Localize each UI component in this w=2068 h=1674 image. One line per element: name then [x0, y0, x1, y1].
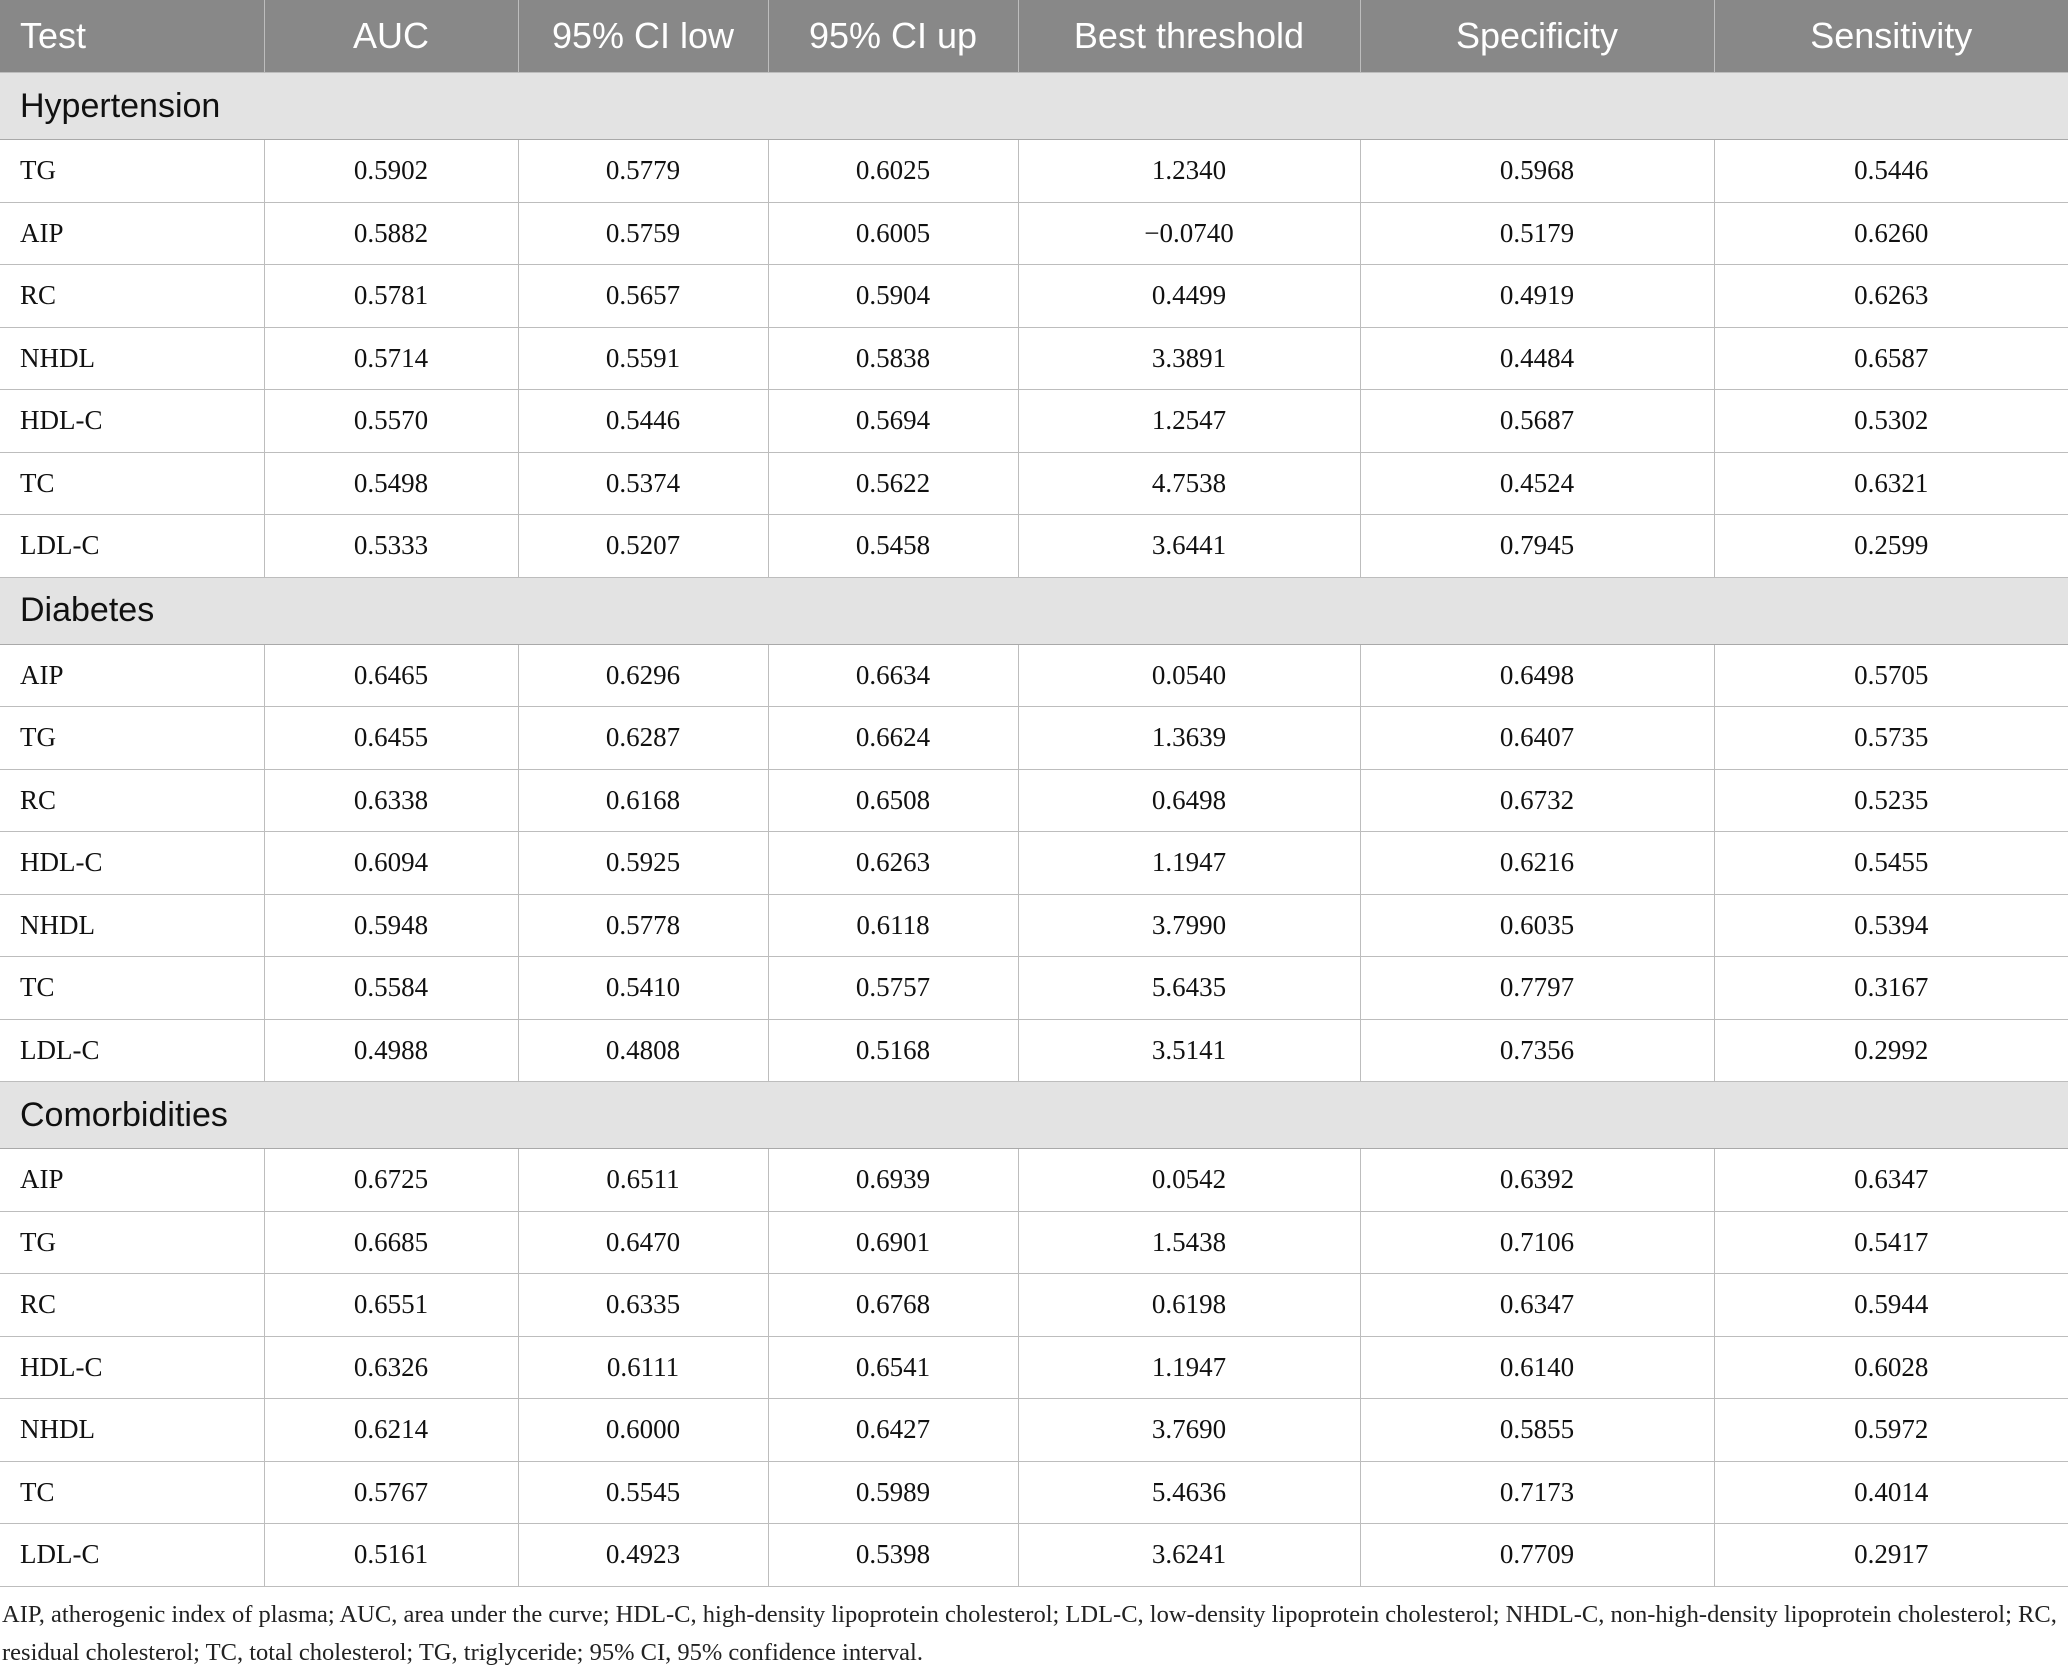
- cell-best-threshold: 0.6198: [1018, 1274, 1360, 1337]
- section-title: Diabetes: [0, 577, 2068, 644]
- cell-best-threshold: 0.6498: [1018, 769, 1360, 832]
- cell-best-threshold: 0.0542: [1018, 1149, 1360, 1212]
- header-ci-low: 95% CI low: [518, 0, 768, 73]
- cell-sensitivity: 0.5455: [1714, 832, 2068, 895]
- cell-ci-low: 0.6111: [518, 1336, 768, 1399]
- cell-sensitivity: 0.6587: [1714, 327, 2068, 390]
- cell-sensitivity: 0.5394: [1714, 894, 2068, 957]
- cell-best-threshold: 1.2547: [1018, 390, 1360, 453]
- cell-auc: 0.5948: [264, 894, 518, 957]
- cell-sensitivity: 0.6260: [1714, 202, 2068, 265]
- table-row: [0, 707, 2068, 770]
- cell-test: HDL-C: [0, 1336, 264, 1399]
- cell-best-threshold: 5.6435: [1018, 957, 1360, 1020]
- cell-specificity: 0.6498: [1360, 644, 1714, 707]
- cell-specificity: 0.6407: [1360, 707, 1714, 770]
- cell-ci-low: 0.5657: [518, 265, 768, 328]
- cell-test: AIP: [0, 202, 264, 265]
- cell-test: HDL-C: [0, 832, 264, 895]
- cell-specificity: 0.7709: [1360, 1524, 1714, 1587]
- cell-ci-low: 0.6287: [518, 707, 768, 770]
- cell-best-threshold: 3.7990: [1018, 894, 1360, 957]
- cell-test: TG: [0, 140, 264, 203]
- cell-specificity: 0.4919: [1360, 265, 1714, 328]
- cell-specificity: 0.5855: [1360, 1399, 1714, 1462]
- cell-auc: 0.4988: [264, 1019, 518, 1082]
- cell-specificity: 0.6140: [1360, 1336, 1714, 1399]
- section-title: Hypertension: [0, 73, 2068, 140]
- cell-specificity: 0.6732: [1360, 769, 1714, 832]
- table-footnote: AIP, atherogenic index of plasma; AUC, area under the curve; HDL-C, high-density lipoprotein cholesterol; LDL-C, low-density lipoprotein cholesterol; NHDL-C, non-high-density lipoprotein cholesterol; RC, residual cholesterol; TC, total cholesterol; TG, triglyceride; 95% CI, 95% confidence interval.: [2, 1601, 2057, 1666]
- cell-test: AIP: [0, 1149, 264, 1212]
- cell-test: NHDL: [0, 327, 264, 390]
- cell-ci-low: 0.5779: [518, 140, 768, 203]
- header-test: Test: [0, 0, 264, 73]
- cell-test: LDL-C: [0, 1019, 264, 1082]
- cell-test: TC: [0, 957, 264, 1020]
- cell-ci-up: 0.6624: [768, 707, 1018, 770]
- table-row: [0, 644, 2068, 707]
- section-title: Comorbidities: [0, 1082, 2068, 1149]
- cell-test: NHDL: [0, 894, 264, 957]
- cell-sensitivity: 0.6263: [1714, 265, 2068, 328]
- cell-ci-up: 0.5838: [768, 327, 1018, 390]
- table-row: [0, 515, 2068, 578]
- header-ci-up: 95% CI up: [768, 0, 1018, 73]
- cell-ci-up: 0.6005: [768, 202, 1018, 265]
- cell-ci-low: 0.5925: [518, 832, 768, 895]
- cell-best-threshold: 1.1947: [1018, 832, 1360, 895]
- cell-auc: 0.5781: [264, 265, 518, 328]
- cell-best-threshold: 3.7690: [1018, 1399, 1360, 1462]
- cell-specificity: 0.6347: [1360, 1274, 1714, 1337]
- cell-best-threshold: 1.5438: [1018, 1211, 1360, 1274]
- cell-auc: 0.6214: [264, 1399, 518, 1462]
- cell-ci-up: 0.5622: [768, 452, 1018, 515]
- section-row: [0, 577, 2068, 644]
- cell-test: RC: [0, 769, 264, 832]
- table-body: [0, 73, 2068, 1587]
- cell-test: RC: [0, 1274, 264, 1337]
- cell-ci-low: 0.5374: [518, 452, 768, 515]
- cell-auc: 0.6685: [264, 1211, 518, 1274]
- cell-sensitivity: 0.5735: [1714, 707, 2068, 770]
- cell-best-threshold: 3.3891: [1018, 327, 1360, 390]
- cell-ci-low: 0.5759: [518, 202, 768, 265]
- cell-auc: 0.5498: [264, 452, 518, 515]
- cell-ci-up: 0.5757: [768, 957, 1018, 1020]
- cell-ci-low: 0.6000: [518, 1399, 768, 1462]
- cell-best-threshold: 3.5141: [1018, 1019, 1360, 1082]
- cell-ci-up: 0.6634: [768, 644, 1018, 707]
- cell-specificity: 0.7356: [1360, 1019, 1714, 1082]
- cell-ci-up: 0.5904: [768, 265, 1018, 328]
- cell-best-threshold: −0.0740: [1018, 202, 1360, 265]
- table-row: [0, 769, 2068, 832]
- cell-ci-up: 0.6118: [768, 894, 1018, 957]
- cell-ci-up: 0.6263: [768, 832, 1018, 895]
- cell-sensitivity: 0.5972: [1714, 1399, 2068, 1462]
- cell-ci-up: 0.6427: [768, 1399, 1018, 1462]
- cell-specificity: 0.4484: [1360, 327, 1714, 390]
- cell-sensitivity: 0.5446: [1714, 140, 2068, 203]
- cell-specificity: 0.5968: [1360, 140, 1714, 203]
- cell-ci-up: 0.5458: [768, 515, 1018, 578]
- table-row: [0, 1461, 2068, 1524]
- cell-specificity: 0.5179: [1360, 202, 1714, 265]
- cell-specificity: 0.6035: [1360, 894, 1714, 957]
- table-row: [0, 957, 2068, 1020]
- cell-auc: 0.5882: [264, 202, 518, 265]
- cell-test: TG: [0, 707, 264, 770]
- cell-specificity: 0.7173: [1360, 1461, 1714, 1524]
- cell-specificity: 0.5687: [1360, 390, 1714, 453]
- table-row: [0, 1211, 2068, 1274]
- cell-ci-low: 0.6511: [518, 1149, 768, 1212]
- table-row: [0, 1274, 2068, 1337]
- cell-sensitivity: 0.5705: [1714, 644, 2068, 707]
- cell-specificity: 0.7797: [1360, 957, 1714, 1020]
- header-sensitivity: Sensitivity: [1714, 0, 2068, 73]
- cell-sensitivity: 0.2599: [1714, 515, 2068, 578]
- table-row: [0, 327, 2068, 390]
- cell-sensitivity: 0.5302: [1714, 390, 2068, 453]
- cell-test: NHDL: [0, 1399, 264, 1462]
- cell-test: TC: [0, 1461, 264, 1524]
- cell-ci-low: 0.6335: [518, 1274, 768, 1337]
- cell-test: TC: [0, 452, 264, 515]
- header-best-threshold: Best threshold: [1018, 0, 1360, 73]
- cell-auc: 0.6551: [264, 1274, 518, 1337]
- cell-test: LDL-C: [0, 1524, 264, 1587]
- cell-ci-low: 0.5591: [518, 327, 768, 390]
- cell-auc: 0.6338: [264, 769, 518, 832]
- cell-ci-up: 0.6768: [768, 1274, 1018, 1337]
- cell-best-threshold: 0.4499: [1018, 265, 1360, 328]
- cell-sensitivity: 0.5417: [1714, 1211, 2068, 1274]
- cell-auc: 0.5584: [264, 957, 518, 1020]
- cell-auc: 0.5714: [264, 327, 518, 390]
- cell-auc: 0.5767: [264, 1461, 518, 1524]
- cell-auc: 0.6465: [264, 644, 518, 707]
- cell-sensitivity: 0.5944: [1714, 1274, 2068, 1337]
- table-row: [0, 265, 2068, 328]
- header-row: [0, 0, 2068, 73]
- cell-test: RC: [0, 265, 264, 328]
- cell-sensitivity: 0.4014: [1714, 1461, 2068, 1524]
- cell-auc: 0.5902: [264, 140, 518, 203]
- cell-ci-up: 0.6508: [768, 769, 1018, 832]
- table-row: [0, 1524, 2068, 1587]
- cell-ci-low: 0.4923: [518, 1524, 768, 1587]
- header-auc: AUC: [264, 0, 518, 73]
- table-row: [0, 202, 2068, 265]
- table-row: [0, 832, 2068, 895]
- cell-ci-low: 0.6168: [518, 769, 768, 832]
- cell-sensitivity: 0.5235: [1714, 769, 2068, 832]
- cell-ci-low: 0.6470: [518, 1211, 768, 1274]
- cell-auc: 0.5570: [264, 390, 518, 453]
- cell-test: HDL-C: [0, 390, 264, 453]
- cell-ci-up: 0.5989: [768, 1461, 1018, 1524]
- cell-ci-up: 0.5694: [768, 390, 1018, 453]
- cell-best-threshold: 5.4636: [1018, 1461, 1360, 1524]
- cell-best-threshold: 1.3639: [1018, 707, 1360, 770]
- cell-test: AIP: [0, 644, 264, 707]
- table-row: [0, 452, 2068, 515]
- table-row: [0, 1019, 2068, 1082]
- table-row: [0, 140, 2068, 203]
- cell-specificity: 0.7945: [1360, 515, 1714, 578]
- cell-ci-low: 0.5207: [518, 515, 768, 578]
- table-row: [0, 1399, 2068, 1462]
- cell-ci-up: 0.5168: [768, 1019, 1018, 1082]
- cell-auc: 0.6326: [264, 1336, 518, 1399]
- cell-sensitivity: 0.6321: [1714, 452, 2068, 515]
- cell-ci-low: 0.4808: [518, 1019, 768, 1082]
- cell-best-threshold: 0.0540: [1018, 644, 1360, 707]
- cell-auc: 0.6094: [264, 832, 518, 895]
- cell-ci-low: 0.5778: [518, 894, 768, 957]
- cell-auc: 0.6725: [264, 1149, 518, 1212]
- cell-ci-low: 0.5446: [518, 390, 768, 453]
- cell-ci-low: 0.5545: [518, 1461, 768, 1524]
- cell-specificity: 0.6392: [1360, 1149, 1714, 1212]
- cell-ci-up: 0.6025: [768, 140, 1018, 203]
- cell-best-threshold: 1.1947: [1018, 1336, 1360, 1399]
- table-row: [0, 390, 2068, 453]
- cell-ci-low: 0.6296: [518, 644, 768, 707]
- cell-sensitivity: 0.6347: [1714, 1149, 2068, 1212]
- cell-auc: 0.5333: [264, 515, 518, 578]
- cell-ci-up: 0.6541: [768, 1336, 1018, 1399]
- table-row: [0, 1149, 2068, 1212]
- cell-best-threshold: 3.6241: [1018, 1524, 1360, 1587]
- header-specificity: Specificity: [1360, 0, 1714, 73]
- table-row: [0, 1336, 2068, 1399]
- cell-auc: 0.6455: [264, 707, 518, 770]
- cell-ci-up: 0.6901: [768, 1211, 1018, 1274]
- table-row: [0, 894, 2068, 957]
- cell-test: LDL-C: [0, 515, 264, 578]
- cell-ci-up: 0.5398: [768, 1524, 1018, 1587]
- cell-sensitivity: 0.3167: [1714, 957, 2068, 1020]
- cell-best-threshold: 1.2340: [1018, 140, 1360, 203]
- cell-ci-low: 0.5410: [518, 957, 768, 1020]
- cell-sensitivity: 0.2992: [1714, 1019, 2068, 1082]
- section-row: [0, 1082, 2068, 1149]
- cell-auc: 0.5161: [264, 1524, 518, 1587]
- section-row: [0, 73, 2068, 140]
- cell-test: TG: [0, 1211, 264, 1274]
- cell-ci-up: 0.6939: [768, 1149, 1018, 1212]
- table-header: [0, 0, 2068, 73]
- cell-specificity: 0.7106: [1360, 1211, 1714, 1274]
- cell-sensitivity: 0.6028: [1714, 1336, 2068, 1399]
- cell-best-threshold: 3.6441: [1018, 515, 1360, 578]
- cell-specificity: 0.6216: [1360, 832, 1714, 895]
- cell-best-threshold: 4.7538: [1018, 452, 1360, 515]
- cell-specificity: 0.4524: [1360, 452, 1714, 515]
- cell-sensitivity: 0.2917: [1714, 1524, 2068, 1587]
